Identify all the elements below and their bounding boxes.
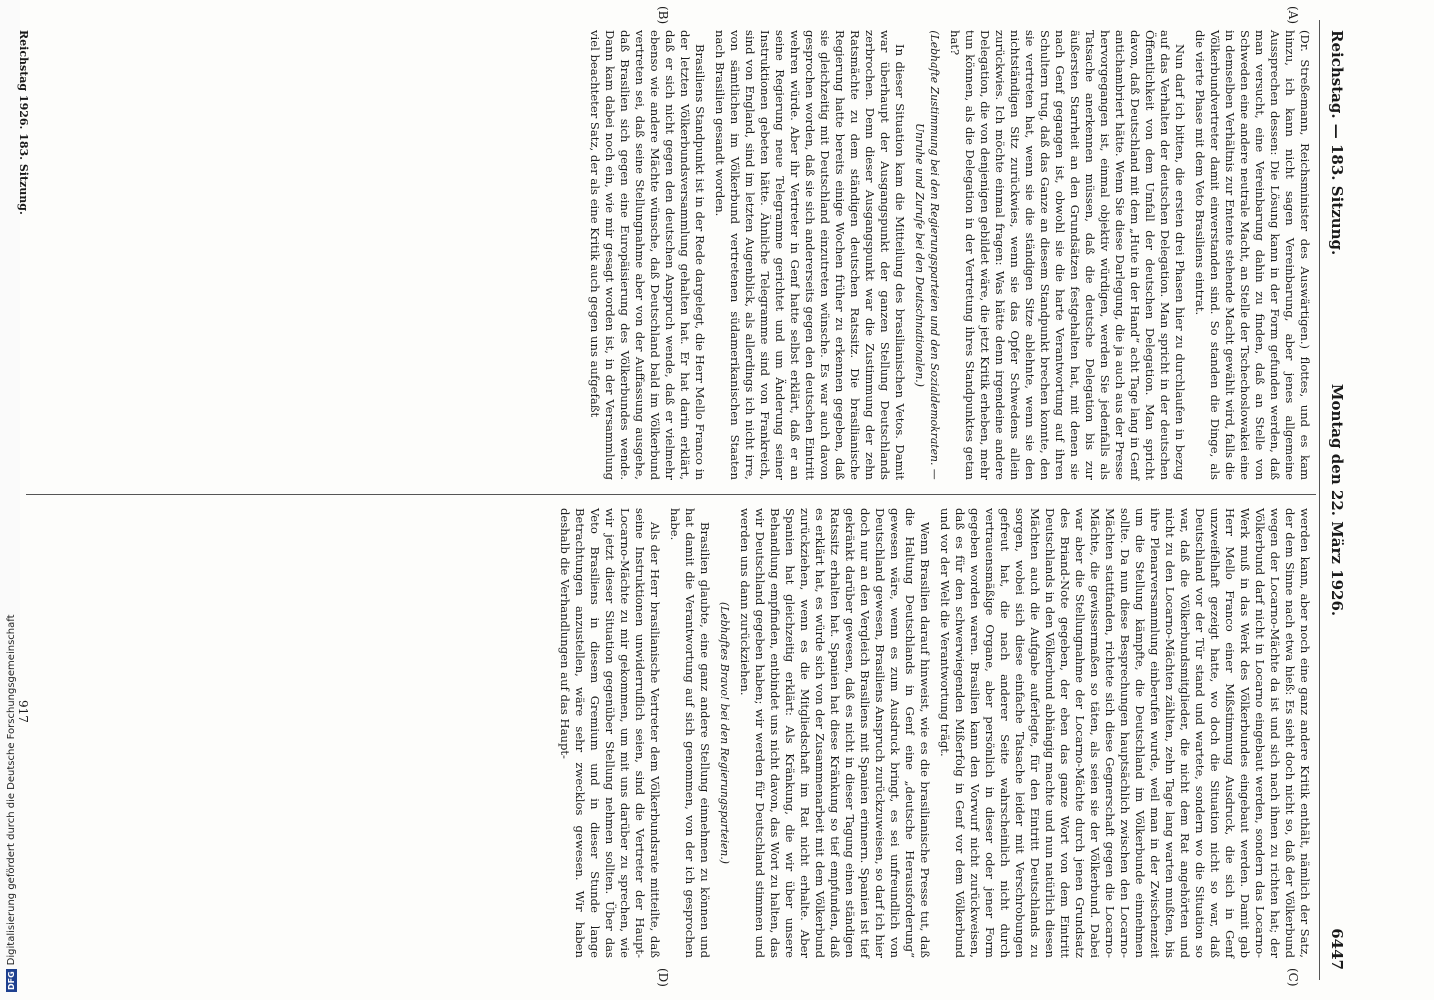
header-left: Reichstag. — 183. Sitzung. bbox=[1328, 30, 1346, 256]
digitization-credit bbox=[6, 614, 17, 992]
paragraph: werden kann, aber noch eine ganz andere Kritik enthält, nämlich der Satz, der dem Sinne nach etwa hieß: Es sieht doch nicht so, daß der Völkerbund wegen der Locarno-Mächte da ist und sich nach ihnen zu richten hat; der Völkerbund darf nicht in Locarno eingebaut werden, sondern das Locarno-Werk muß in das Werk des Völkerbundes eingebaut werden. Damit gab Herr Mello Franco einer Mißstimmung Ausdruck, die sich in Genf unzweifelhaft gezeigt hatte, wo doch die Situation nicht so war, daß Deutschland vor der Tür stand und wartete, sondern wo die Situation so war, daß die Völkerbundsmitglieder, die nicht dem Rat angehörten und nicht zu den Locarno-Mächten zählten, zehn Tage lang warten mußten, bis ihre Plenarversammlung einberufen wurde, weil man in der Zwischenzeit um die Stellung kämpfte, die Deutschland im Völkerbunde einnehmen sollte. Da nun diese Besprechungen hauptsächlich zwischen den Locarno-Mächten stattfanden, richtete sich diese Gegnerschaft gegen die Locarno-Mächte, die gewissermaßen so täten, als seien sie der Völkerbund. Dabei war aber die Stellungnahme der Locarno-Mächte durch jenen Grundsatz des Briand-Note gegeben, der eben das ganze Wort von dem Eintritt Deutschlands in den Völkerbund abhängig machte und nun natürlich diesen Mächten auch die Aufgabe auferlegte, für den Eintritt Deutschlands zu sorgen, wobei sich diese einfache Tatsache leider mit Verschrobungen gefreut hat, die nach anderer Seite wahrscheinlich nicht durch vertrauensmäßige Organe, aber persönlich in dieser oder jener Form gegeben worden waren. Brasilien kann den Vorwurf nicht zurückweisen, daß es für den schwerwiegenden Mißerfolg in Genf vor dem Völkerbund und vor der Welt die Verantwortung trägt. bbox=[938, 508, 1312, 958]
dfg-logo: DFG bbox=[7, 971, 16, 990]
folio-number: 917 bbox=[16, 700, 30, 723]
header-rule bbox=[1319, 20, 1320, 980]
margin-marker-b: (B) bbox=[656, 6, 670, 25]
paragraph: Brasilien glaubte, eine ganz andere Stellung einnehmen zu können und hat damit die Verantwortung auf sich genommen, von der ich gesprochen habe. bbox=[668, 508, 712, 958]
interjection: (Lebhafte Zustimmung bei den Regierungsparteien und den Sozialdemokraten. — Unruhe und Zurufe bei den Deutschnationalen.) bbox=[913, 30, 941, 480]
paragraph: Wenn Brasilien darauf hinweist, wie es die brasilianische Presse tut, daß die Haltung Deutschlands in Genf eine „deutsche Herausforderung“ gewesen wäre, wenn es zum Ausdruck bringt, es sei unfreundlich von Deutschland gewesen, Brasiliens Anspruch zurückzuweisen, so darf ich hier doch nur an den Vergleich Brasiliens mit Spanien erinnern. Spanien ist tief gekränkt darüber gewesen, daß es nicht in dieser Tagung einen ständigen Ratssitz erhalten hat. Spanien hat diese Kränkung so tief empfunden, daß es erklärt hat, es würde sich von der Zusammenarbeit mit dem Völkerbund zurückziehen, wenn es die Mitgliedschaft im Rat nicht erhalte. Aber Spanien hat gleichzeitig erklärt: Als Kränkung, die wir über unsere Behandlung empfinden, entbindet uns nicht davon, das Wort zu halten, das wir Deutschland gegeben haben; wir werden für Deutschland stimmen und werden uns dann zurückziehen. bbox=[738, 508, 932, 958]
paragraph: In dieser Situation kam die Mitteilung des brasilianischen Vetos. Damit war überhaupt der Ausgangspunkt der ganzen Stellung Deutschlands zerbrochen. Denn dieser Ausgangspunkt war die Zustimmung der zehn Ratsmächte zu dem ständigen deutschen Ratssitz. Die brasilianische Regierung hatte bereits einige Wochen früher zu erkennen gegeben, daß sie gleichzeitig mit Deutschland einzutreten wünsche. Es war auch davon gesprochen worden, daß sie sich andererseits gegen den deutschen Eintritt wehren würde. Aber ihr Vertreter in Genf hatte selbst erklärt, daß er an seine Regierung neue Telegramme gerichtet und um Änderung seiner Instruktionen gebeten hätte. Ähnliche Telegramme sind von Frankreich, sind von England, sind im letzten Augenblick, als allerdings ich nicht irre, von sämtlichen im Völkerbund vertretenen südamerikanischen Staaten nach Brasilien gesandt worden. bbox=[713, 30, 907, 480]
paragraph: (Dr. Streßemann, Reichsminister des Auswärtigen.) flottes, und es kam hinzu, ich kann nicht sagen Vereinbarung, aber jenes allgemeine Aussprechen dessen: Die Lösung kann in der Form gefunden werden, daß man versucht, eine Vereinbarung dahin zu finden, daß an Stelle von Schweden eine andere neutrale Macht, an Stelle der Tschechoslowakei eine in demselben Verhältnis zur Entente stehende Macht gewählt wird, falls die Völkerbundvertreter damit einverstanden sind. So standen die Dinge, als die vierte Phase mit dem Veto Brasiliens eintrat. bbox=[1193, 30, 1312, 480]
margin-marker-a: (A) bbox=[1286, 6, 1300, 25]
footer-signature: Reichstag 1926. 183. Sitzung. bbox=[17, 30, 30, 215]
margin-marker-c: (C) bbox=[1286, 968, 1300, 987]
paragraph: Nun darf ich bitten, die ersten drei Phasen hier zu durchlaufen in bezug auf das Verhalten der deutschen Delegation. Man spricht in der deutschen Öffentlichkeit von dem Umfall der deutschen Delegation. Man spricht davon, daß Deutschland mit dem „Hute in der Hand“ acht Tage lang in Genf antichambriert hätte. Wenn Sie diese Darlegung, die ja auch aus der Presse hervorgegangen ist, einmal objektiv würdigen, werden Sie jedenfalls als Tatsache anerkennen müssen, daß die deutsche Delegation bis zur äußersten Starrheit an den Grundsätzen festgehalten hat, mit denen sie nach Genf gegangen ist, obwohl sie die harte Verantwortung auf ihren Schultern trug, daß das Ganze an diesem Standpunkt brechen konnte, den sie vertreten hat, wenn sie die ständigen Sitze ablehnte, wenn sie den nichtständigen Sitz zurückwies, wenn sie das Opfer Schwedens allein zurückwies. Ich möchte einmal fragen: Was hätte denn irgendeine andere Delegation, die von denjenigen gebildet wäre, die jetzt Kritik erheben, mehr tun können, als die Delegation in der Vertretung ihres Standpunktes getan hat? bbox=[948, 30, 1187, 480]
paragraph: Brasiliens Standpunkt ist in der Rede dargelegt, die Herr Mello Franco in der letzten Völkerbundsversammlung gehalten hat. Er hat darin erklärt, daß er sich nicht gegen den deutschen Anspruch wende, daß er vielmehr ebenso wie andere Mächte wünsche, daß Deutschland bald im Völkerbund vertreten sei, daß seine Stellungnahme aber von der Auffassung ausgehe, daß Brasilien sich gegen eine Europäisierung des Völkerbundes wende. Dann kam dabei noch ein, wie mir gesagt worden ist, in der Versammlung viel beachteter Satz, der als eine Kritik auch gegen uns aufgefaßt bbox=[588, 30, 707, 480]
column-divider bbox=[26, 494, 1316, 495]
left-column bbox=[582, 30, 1312, 480]
right-column bbox=[552, 508, 1312, 958]
paragraph: Als der Herr brasilianische Vertreter dem Völkerbundsrate mitteilte, daß seine Instruktionen unwiderruflich seien, sind die Vertreter der Haupt-Locarno-Mächte zu mir gekommen, um mit uns darüber zu sprechen, wie wir jetzt dieser Situation gegenüber Stellung nehmen sollten. Über das Veto Brasiliens in diesem Gremium und in dieser Stunde lange Betrachtungen anzustellen, wäre sehr zwecklos gewesen. Wir haben deshalb die Verhandlungen auf das Haupt- bbox=[558, 508, 662, 958]
margin-marker-d: (D) bbox=[656, 968, 670, 987]
header-center: Montag den 22. März 1926. bbox=[1328, 383, 1346, 617]
interjection: (Lebhaftes Bravo! bei den Regierungsparteien.) bbox=[718, 601, 731, 865]
running-header bbox=[1322, 20, 1348, 980]
credit-text: Digitalisierung gefördert durch die Deutsche Forschungsgemeinschaft bbox=[6, 614, 17, 966]
header-page-number: 6447 bbox=[1328, 928, 1346, 970]
